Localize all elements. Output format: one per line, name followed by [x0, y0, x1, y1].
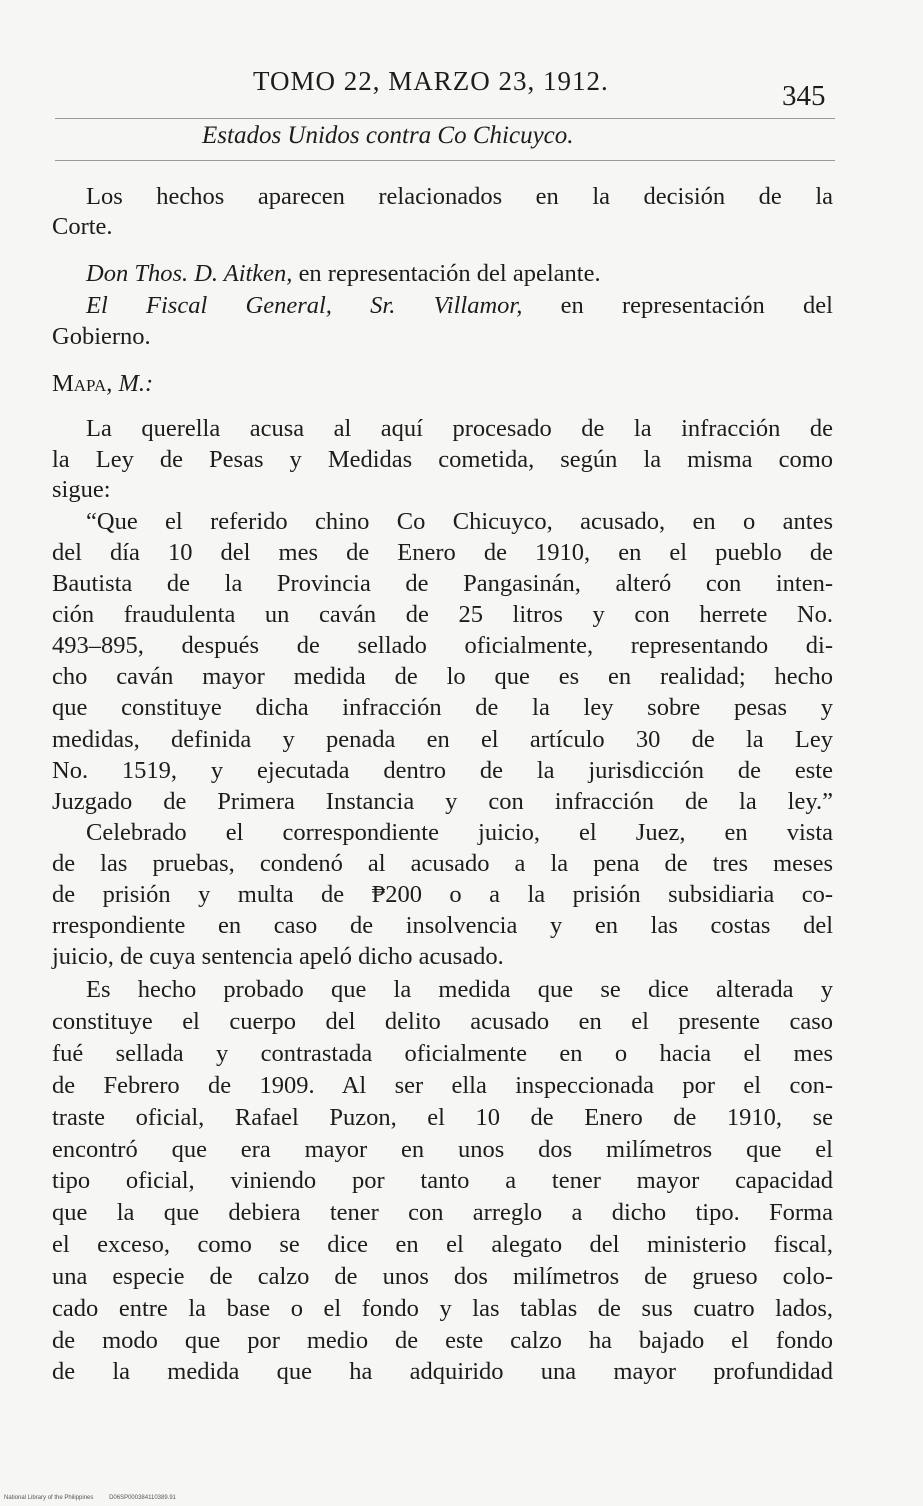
text-line: tipo oficial, viniendo por tanto a tener mayor capacidad [52, 1167, 833, 1194]
text-line: encontró que era mayor en unos dos milímetros que el [52, 1136, 833, 1163]
text-line: la Ley de Pesas y Medidas cometida, según la misma como [52, 446, 833, 473]
text-line: del día 10 del mes de Enero de 1910, en el pueblo de [52, 539, 833, 566]
counsel-role: en representación del apelante. [292, 260, 601, 287]
text-line: “Que el referido chino Co Chicuyco, acusado, en o antes [86, 508, 833, 535]
text-line: de la medida que ha adquirido una mayor profundidad [52, 1358, 833, 1385]
text-line: medidas, definida y penada en el artículo 30 de la Ley [52, 726, 833, 753]
text-line: rrespondiente en caso de insolvencia y en las costas del [52, 912, 833, 939]
page-number: 345 [782, 80, 826, 112]
text-line: fué sellada y contrastada oficialmente en o hacia el mes [52, 1040, 833, 1067]
header-rule-bottom [55, 160, 835, 161]
justice-name: Mapa, [52, 370, 113, 397]
text-line: Celebrado el correspondiente juicio, el Juez, en vista [86, 819, 833, 846]
text-line: traste oficial, Rafael Puzon, el 10 de Enero de 1910, se [52, 1104, 833, 1131]
text-line: el exceso, como se dice en el alegato del ministerio fiscal, [52, 1231, 833, 1258]
text-line: No. 1519, y ejecutada dentro de la jurisdicción de este [52, 757, 833, 784]
text-line: constituye el cuerpo del delito acusado en el presente caso [52, 1008, 833, 1035]
text-line: Juzgado de Primera Instancia y con infracción de la ley.” [52, 788, 833, 815]
text-line: que la que debiera tener con arreglo a dicho tipo. Forma [52, 1199, 833, 1226]
counsel-role: en representación del [522, 292, 833, 319]
counsel-government [86, 291, 833, 321]
text-line: que constituye dicha infracción de la ley sobre pesas y [52, 694, 833, 721]
footer-library: National Library of the Philippines [4, 1495, 94, 1501]
text-line: de modo que por medio de este calzo ha bajado el fondo [52, 1327, 833, 1354]
text-line: Bautista de la Provincia de Pangasinán, alteró con inten- [52, 570, 833, 597]
running-header: TOMO 22, MARZO 23, 1912. [253, 66, 609, 96]
text-line: La querella acusa al aquí procesado de la infracción de [86, 415, 833, 442]
scan-footer [4, 1495, 190, 1501]
header-rule-top [55, 118, 835, 119]
text-line: de Febrero de 1909. Al ser ella inspeccionada por el con- [52, 1072, 833, 1099]
text-line: cho caván mayor medida de lo que es en realidad; hecho [52, 663, 833, 690]
text-line: juicio, de cuya sentencia apeló dicho acusado. [52, 943, 504, 970]
text-line: Gobierno. [52, 323, 151, 350]
text-line: cado entre la base o el fondo y las tablas de sus cuatro lados, [52, 1295, 833, 1322]
counsel-appellant [86, 259, 601, 289]
case-title: Estados Unidos contra Co Chicuyco. [202, 122, 574, 149]
text-line: sigue: [52, 476, 111, 503]
text-line: Es hecho probado que la medida que se dice alterada y [86, 976, 833, 1003]
text-line: 493–895, después de sellado oficialmente, representando di- [52, 632, 833, 659]
counsel-name: Don Thos. D. Aitken, [86, 260, 293, 287]
counsel-name: El Fiscal General, Sr. Villamor, [86, 292, 523, 319]
text-line: Los hechos aparecen relacionados en la decisión de la [86, 183, 833, 210]
footer-id: D06SP000384110389.91 [109, 1495, 177, 1501]
text-line: Corte. [52, 213, 113, 240]
text-line: una especie de calzo de unos dos milímetros de grueso colo- [52, 1263, 833, 1290]
text-line: de prisión y multa de ₱200 o a la prisión subsidiaria co- [52, 881, 833, 908]
justice-heading [52, 369, 153, 399]
justice-title: M.: [112, 370, 154, 397]
text-line: de las pruebas, condenó al acusado a la pena de tres meses [52, 850, 833, 877]
text-line: ción fraudulenta un caván de 25 litros y con herrete No. [52, 601, 833, 628]
